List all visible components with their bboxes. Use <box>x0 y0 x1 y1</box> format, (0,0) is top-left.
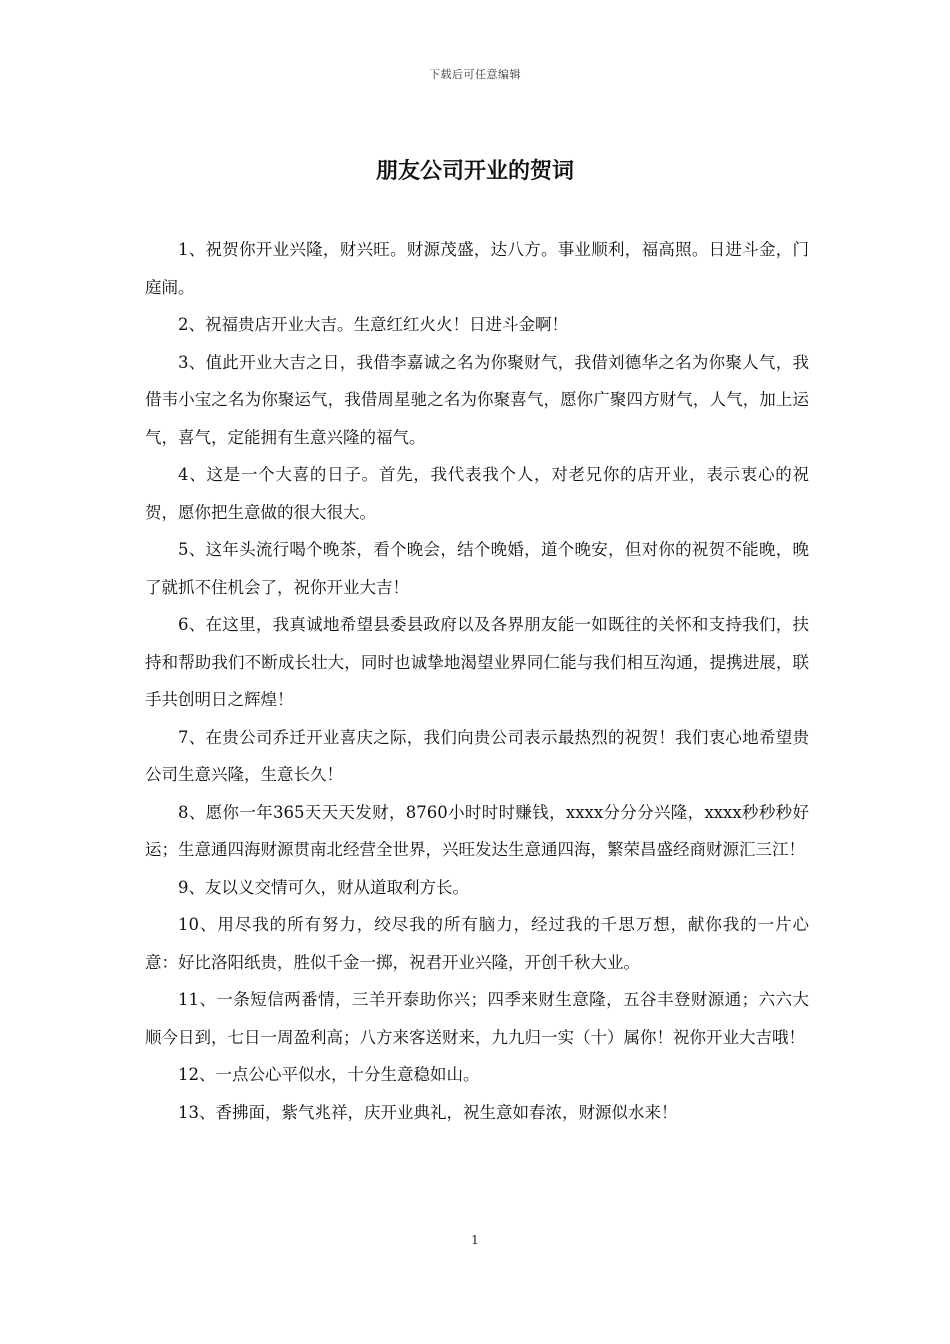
paragraph-5: 5、这年头流行喝个晚茶，看个晚会，结个晚婚，道个晚安，但对你的祝贺不能晚，晚了就抓不住机会了，祝你开业大吉！ <box>145 540 809 597</box>
page-number: 1 <box>471 1233 479 1247</box>
paragraph-8: 8、愿你一年365天天天发财，8760小时时时赚钱，xxxx分分分兴隆，xxxx秒秒秒好运；生意通四海财源贯南北经营全世界，兴旺发达生意通四海，繁荣昌盛经商财源汇三江！ <box>145 802 809 859</box>
paragraph-1: 1、祝贺你开业兴隆，财兴旺。财源茂盛，达八方。事业顺利，福高照。日进斗金，门庭闹。 <box>145 240 809 297</box>
paragraph-3: 3、值此开业大吉之日，我借李嘉诚之名为你聚财气，我借刘德华之名为你聚人气，我借韦小宝之名为你聚运气，我借周星驰之名为你聚喜气，愿你广聚四方财气，人气，加上运气，喜气，定能拥有生意兴隆的福气。 <box>145 352 809 447</box>
paragraph-13: 13、香拂面，紫气兆祥，庆开业典礼，祝生意如春浓，财源似水来！ <box>178 1102 678 1122</box>
paragraph-6: 6、在这里，我真诚地希望县委县政府以及各界朋友能一如既往的关怀和支持我们，扶持和帮助我们不断成长壮大，同时也诚挚地渴望业界同仁能与我们相互沟通，提携进展，联手共创明日之辉煌！ <box>145 615 809 709</box>
paragraph-10: 10、用尽我的所有努力，绞尽我的所有脑力，经过我的千思万想，献你我的一片心意：好比洛阳纸贵，胜似千金一掷，祝君开业兴隆，开创千秋大业。 <box>145 915 809 972</box>
document-body <box>145 231 809 1131</box>
header-note: 下载后可任意编辑 <box>429 68 521 81</box>
paragraph-2: 2、祝福贵店开业大吉。生意红红火火！日进斗金啊！ <box>178 315 568 334</box>
document-title: 朋友公司开业的贺词 <box>375 159 574 184</box>
paragraph-7: 7、在贵公司乔迁开业喜庆之际，我们向贵公司表示最热烈的祝贺！我们衷心地希望贵公司生意兴隆，生意长久！ <box>145 727 809 784</box>
paragraph-9: 9、友以义交情可久，财从道取利方长。 <box>178 877 469 897</box>
paragraph-12: 12、一点公心平似水，十分生意稳如山。 <box>178 1065 480 1084</box>
paragraph-11: 11、一条短信两番情，三羊开泰助你兴；四季来财生意隆，五谷丰登财源通；六六大顺今日到，七日一周盈利高；八方来客送财来，九九归一实（十）属你！祝你开业大吉哦！ <box>145 990 809 1047</box>
paragraph-4: 4、这是一个大喜的日子。首先，我代表我个人，对老兄你的店开业，表示衷心的祝贺，愿你把生意做的很大很大。 <box>145 465 809 522</box>
